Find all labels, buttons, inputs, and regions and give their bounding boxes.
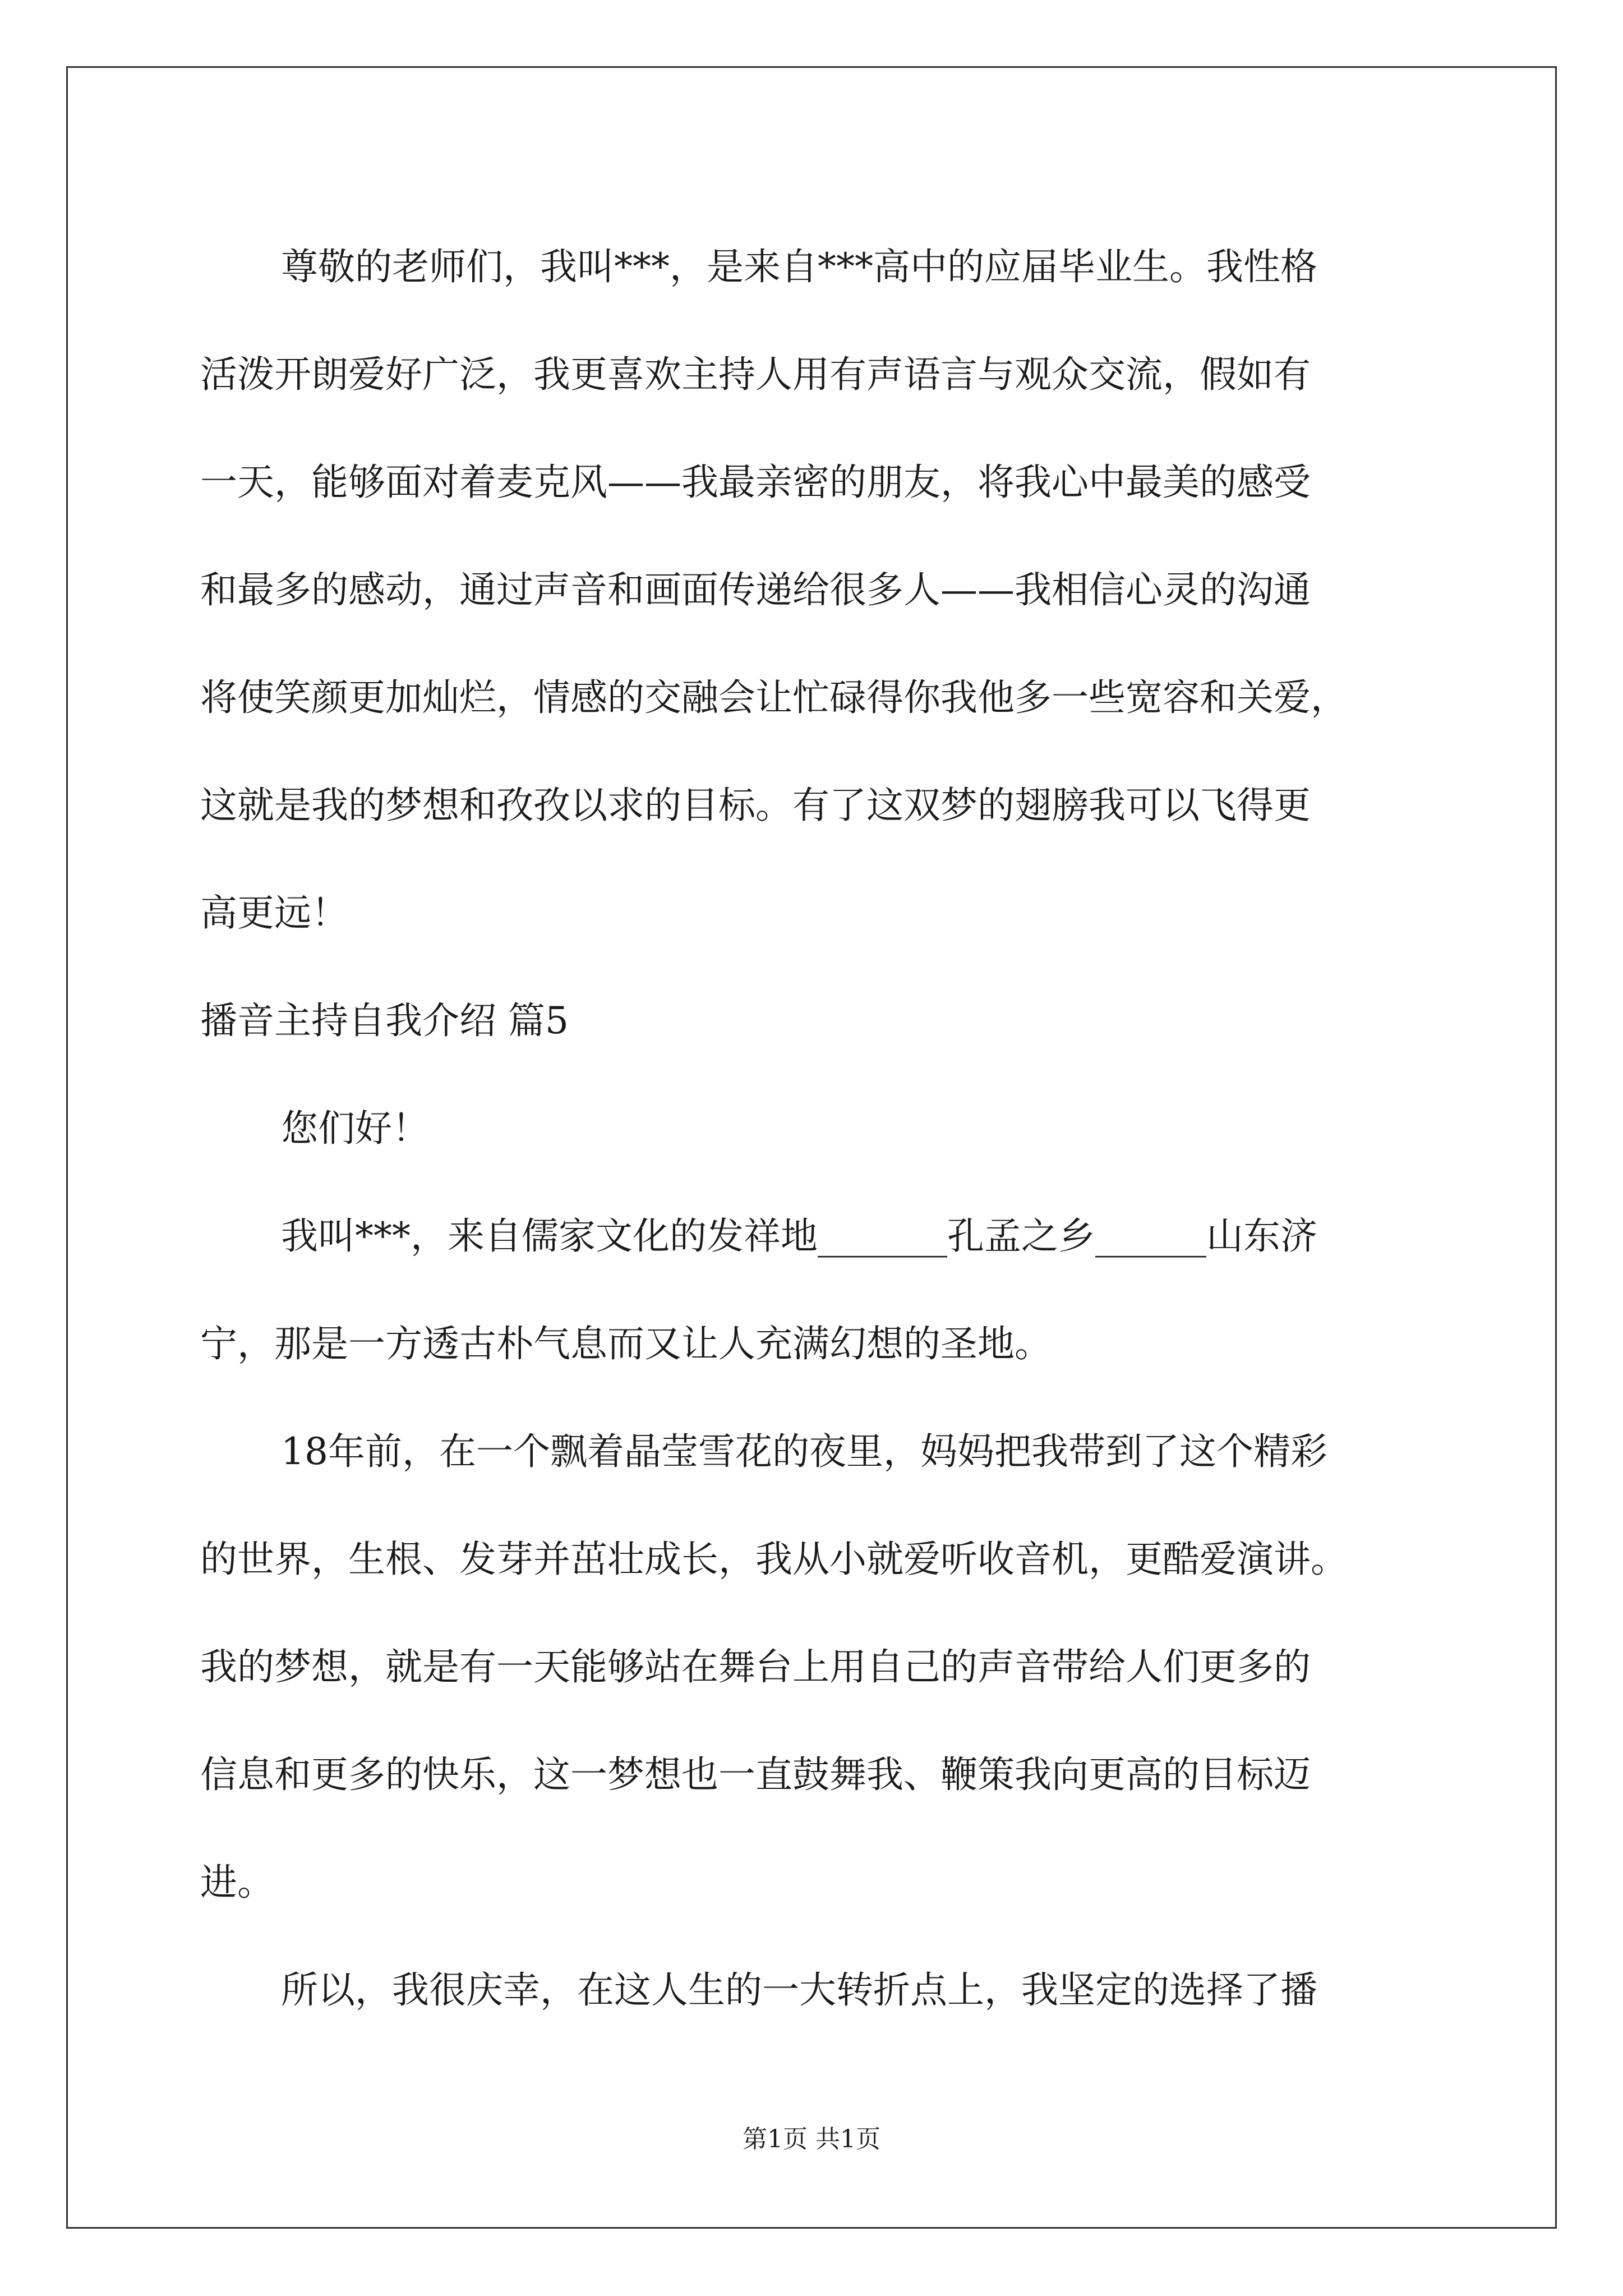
text-line: 进。 [200, 1861, 274, 1904]
text-line: 将使笑颜更加灿烂，情感的交融会让忙碌得你我他多一些宽容和关爱， [200, 676, 1348, 719]
text-line: 18年前，在一个飘着晶莹雪花的夜里，妈妈把我带到了这个精彩 [281, 1430, 1327, 1473]
text-line: 高更远！ [200, 891, 348, 935]
text-line: 我的梦想，就是有一天能够站在舞台上用自己的声音带给人们更多的 [200, 1645, 1311, 1688]
text-line: 和最多的感动，通过声音和画面传递给很多人——我相信心灵的沟通 [200, 568, 1311, 611]
text-line: 尊敬的老师们，我叫***，是来自***高中的应届毕业生。我性格 [281, 245, 1317, 288]
document-body [200, 213, 1462, 2044]
text-line: 所以，我很庆幸，在这人生的一大转折点上，我坚定的选择了播 [281, 1968, 1317, 2012]
text-line: 一天，能够面对着麦克风——我最亲密的朋友，将我心中最美的感受 [200, 461, 1311, 504]
text-line: 我叫***，来自儒家文化的发祥地_______孔孟之乡______山东济 [281, 1214, 1317, 1258]
text-line: 您们好！ [281, 1107, 429, 1150]
text-line: 宁，那是一方透古朴气息而又让人充满幻想的圣地。 [200, 1322, 1052, 1365]
text-line: 活泼开朗爱好广泛，我更喜欢主持人用有声语言与观众交流，假如有 [200, 353, 1311, 396]
text-line: 的世界，生根、发芽并茁壮成长，我从小就爱听收音机，更酷爱演讲。 [200, 1538, 1348, 1581]
section-heading: 播音主持自我介绍 篇5 [200, 999, 569, 1042]
text-line: 这就是我的梦想和孜孜以求的目标。有了这双梦的翅膀我可以飞得更 [200, 784, 1311, 827]
text-line: 信息和更多的快乐，这一梦想也一直鼓舞我、鞭策我向更高的目标迈 [200, 1753, 1311, 1796]
page-footer: 第1页 共1页 [743, 2125, 880, 2154]
